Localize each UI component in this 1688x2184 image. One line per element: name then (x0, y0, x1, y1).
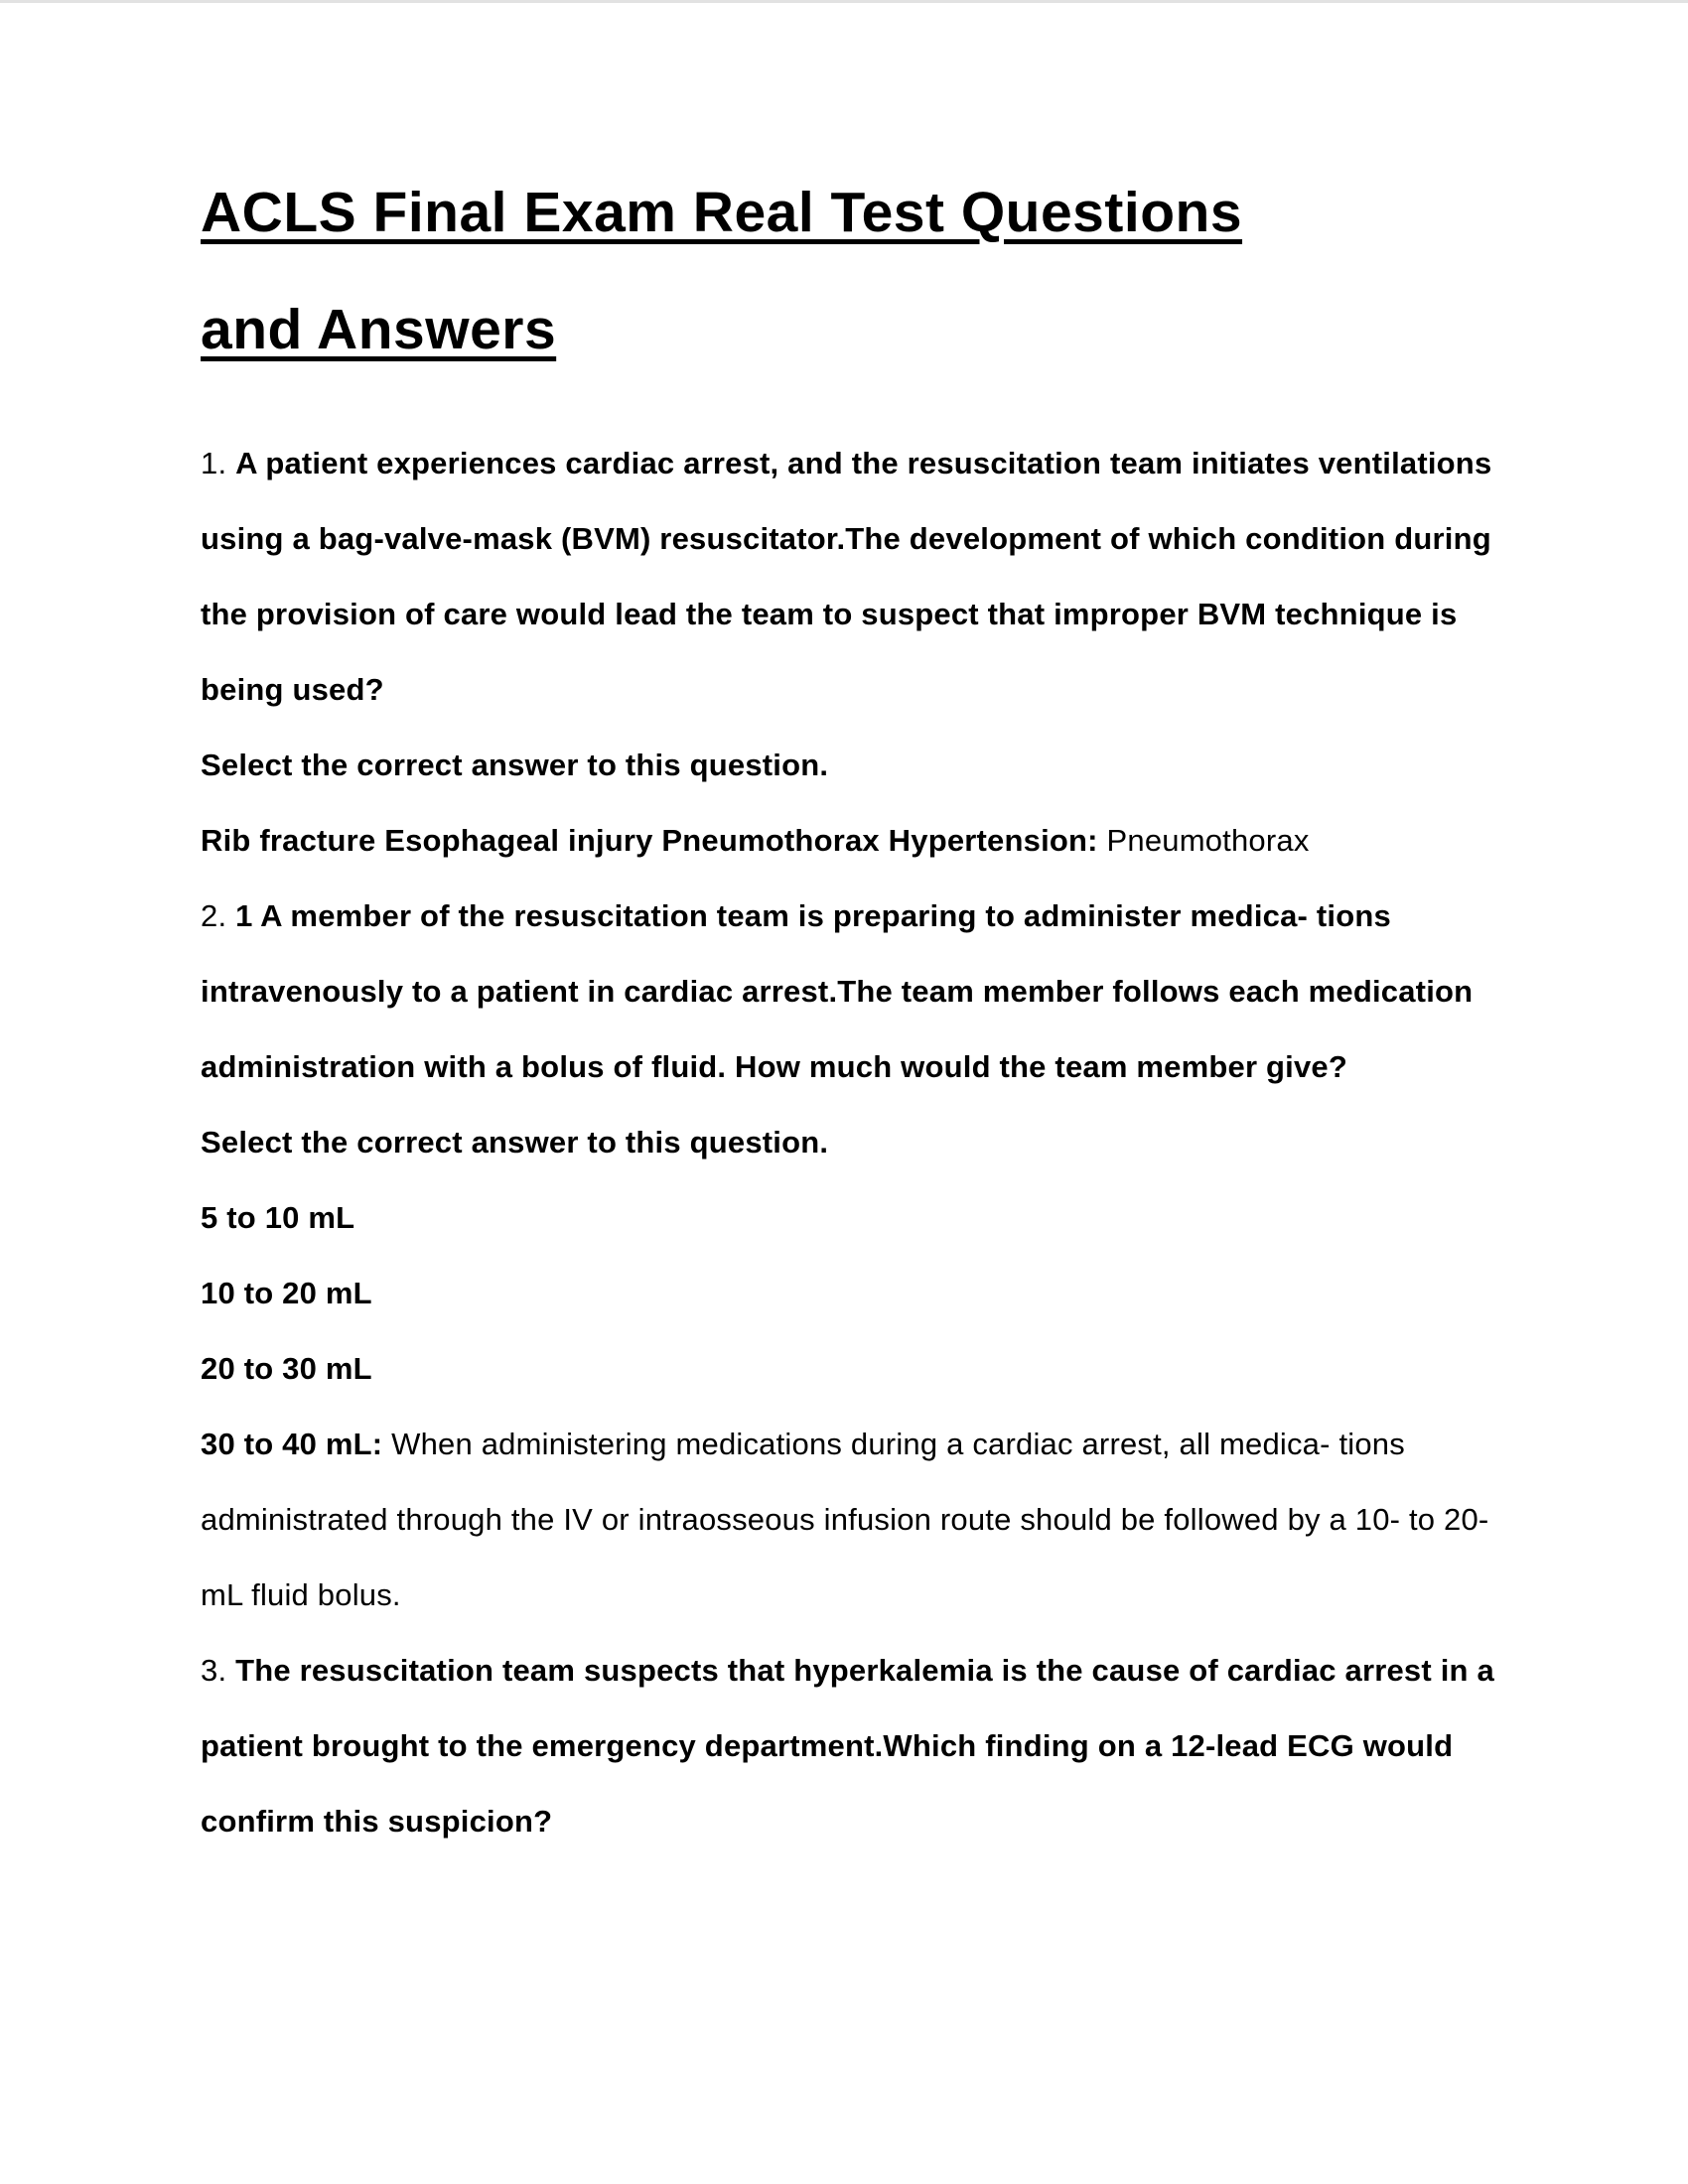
bold-text-run: 1 A member of the resuscitation team is preparing to administer medica- tions intravenously to a patient in cardiac arrest.The team member follows each medication administration with a bolus of fluid. How much would the team member give? (201, 898, 1474, 1084)
bold-text-run: 20 to 30 mL (201, 1351, 372, 1386)
text-run: When administering medications during a cardiac arrest, all medica- tions administrated through the IV or intraosseous infusion route should be followed by a 10- to 20-mL fluid bolus. (201, 1427, 1489, 1612)
document-title (201, 154, 1521, 388)
bold-text-run: 5 to 10 mL (201, 1200, 355, 1235)
paragraph (201, 1407, 1521, 1633)
text-run: 3. (201, 1653, 236, 1688)
text-run: Pneumothorax (1097, 823, 1310, 858)
paragraph (201, 1256, 1521, 1331)
paragraph (201, 1105, 1521, 1180)
text-run: 1. (201, 446, 236, 480)
bold-text-run: 10 to 20 mL (201, 1276, 372, 1310)
paragraph (201, 1180, 1521, 1256)
bold-text-run: Select the correct answer to this question. (201, 1125, 829, 1160)
document-title-line-2: and Answers (201, 298, 557, 361)
paragraph (201, 879, 1521, 1105)
text-run: 2. (201, 898, 236, 933)
paragraph (201, 803, 1521, 879)
document-title-line-1: ACLS Final Exam Real Test Questions (201, 181, 1243, 244)
document-content (201, 154, 1521, 1859)
bold-text-run: Select the correct answer to this question. (201, 748, 829, 782)
bold-text-run: Rib fracture Esophageal injury Pneumothorax Hypertension: (201, 823, 1098, 858)
paragraph (201, 1633, 1521, 1859)
bold-text-run: The resuscitation team suspects that hyperkalemia is the cause of cardiac arrest in a patient brought to the emergency department.Which finding on a 12-lead ECG would confirm this suspicion? (201, 1653, 1494, 1839)
bold-text-run: A patient experiences cardiac arrest, and the resuscitation team initiates ventilations using a bag-valve-mask (BVM) resuscitator.The development of which condition during the provision of care would lead the team to suspect that improper BVM technique is being used? (201, 446, 1492, 707)
paragraph (201, 426, 1521, 728)
paragraph (201, 1331, 1521, 1407)
paragraph (201, 728, 1521, 803)
paragraph-list (201, 426, 1521, 1859)
bold-text-run: 30 to 40 mL: (201, 1427, 383, 1461)
